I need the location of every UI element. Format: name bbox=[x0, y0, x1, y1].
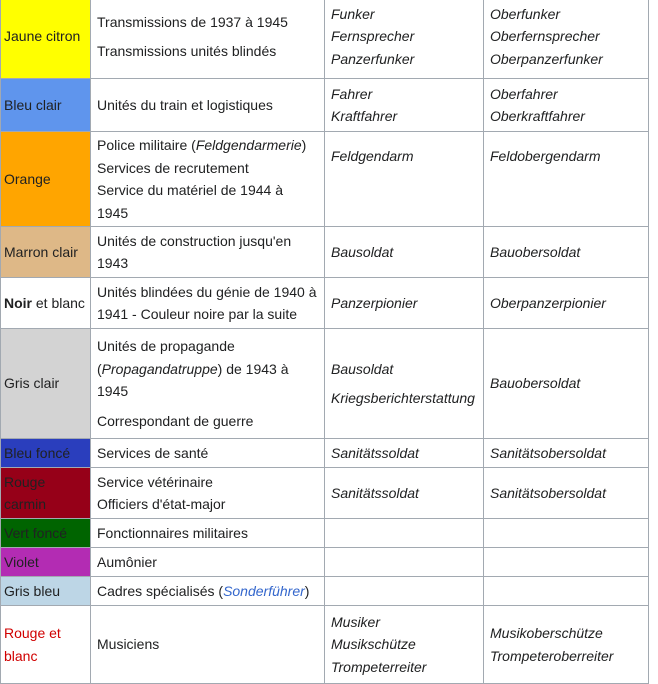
unit-text: Police militaire (Feldgendarmerie) bbox=[97, 137, 307, 153]
senior-rank-cell bbox=[484, 227, 649, 278]
unit-italic-term: Feldgendarmerie bbox=[195, 137, 302, 153]
color-label: et blanc bbox=[32, 294, 85, 311]
color-label: Rouge et blanc bbox=[4, 625, 61, 664]
color-cell-orange bbox=[1, 132, 91, 227]
table-row bbox=[1, 0, 649, 79]
senior-rank-cell bbox=[484, 468, 649, 519]
rank-text: Musikschütze bbox=[331, 636, 416, 653]
units-cell bbox=[91, 0, 325, 79]
unit-text: Unités de propagande (Propagandatruppe) de 1943 à 1945 bbox=[97, 338, 289, 399]
table-row bbox=[1, 79, 649, 132]
rank-text: Bausoldat bbox=[331, 243, 394, 260]
color-label: Bleu clair bbox=[4, 96, 62, 113]
rank-cell bbox=[325, 79, 484, 132]
units-cell bbox=[91, 606, 325, 684]
rank-text: Fahrer bbox=[331, 85, 373, 102]
rank-text: Panzerfunker bbox=[331, 50, 415, 67]
senior-rank-cell bbox=[484, 606, 649, 684]
color-cell-rouge-carmin bbox=[1, 468, 91, 519]
rank-text: Fernsprecher bbox=[331, 28, 415, 45]
unit-text: Services de santé bbox=[97, 444, 209, 461]
unit-text: Services de recrutement bbox=[97, 159, 249, 176]
rank-cell bbox=[325, 0, 484, 79]
unit-text: Cadres spécialisés (Sonderführer) bbox=[97, 582, 310, 599]
table-row bbox=[1, 439, 649, 468]
unit-text: Aumônier bbox=[97, 553, 157, 570]
rank-cell bbox=[325, 548, 484, 577]
units-cell bbox=[91, 548, 325, 577]
rank-cell bbox=[325, 439, 484, 468]
rank-cell bbox=[325, 132, 484, 227]
color-label: Violet bbox=[4, 553, 39, 570]
rank-cell bbox=[325, 606, 484, 684]
color-cell-violet bbox=[1, 548, 91, 577]
unit-text: Service vétérinaire bbox=[97, 473, 213, 490]
table-row bbox=[1, 519, 649, 548]
senior-rank-text: Oberpanzerfunker bbox=[490, 50, 603, 67]
color-cell-bleu-fonce bbox=[1, 439, 91, 468]
rank-cell bbox=[325, 329, 484, 439]
color-label: Bleu foncé bbox=[4, 444, 71, 461]
rank-text: Bausoldat bbox=[331, 360, 394, 377]
senior-rank-text: Sanitätsobersoldat bbox=[490, 484, 606, 501]
color-label-bold: Noir bbox=[4, 294, 32, 311]
unit-text: Officiers d'état-major bbox=[97, 496, 226, 512]
color-cell-bleu-clair bbox=[1, 79, 91, 132]
color-label: Vert foncé bbox=[4, 524, 68, 541]
senior-rank-text: Trompeteroberreiter bbox=[490, 647, 614, 664]
rank-cell bbox=[325, 577, 484, 606]
senior-rank-text: Oberkraftfahrer bbox=[490, 108, 585, 124]
rank-text: Trompeterreiter bbox=[331, 658, 427, 675]
table-row bbox=[1, 548, 649, 577]
senior-rank-cell bbox=[484, 79, 649, 132]
rank-cell bbox=[325, 278, 484, 329]
unit-text: Unités de construction jusqu'en 1943 bbox=[97, 232, 292, 271]
rank-text: Kriegsberichterstattung bbox=[331, 390, 475, 406]
senior-rank-text: Oberfernsprecher bbox=[490, 28, 600, 45]
units-cell bbox=[91, 278, 325, 329]
rank-text: Panzerpionier bbox=[331, 294, 418, 311]
senior-rank-text: Feldobergendarm bbox=[490, 148, 601, 164]
senior-rank-text: Oberfunker bbox=[490, 5, 561, 22]
unit-text: Musiciens bbox=[97, 636, 160, 653]
senior-rank-cell bbox=[484, 548, 649, 577]
senior-rank-cell bbox=[484, 0, 649, 79]
rank-text: Funker bbox=[331, 5, 375, 22]
rank-cell bbox=[325, 519, 484, 548]
unit-text: Unités blindées du génie de 1940 à 1941 - Couleur noire par la suite bbox=[97, 283, 317, 322]
sonderfuhrer-link[interactable]: Sonderführer bbox=[223, 582, 305, 599]
unit-text: Correspondant de guerre bbox=[97, 412, 254, 429]
color-cell-vert-fonce bbox=[1, 519, 91, 548]
senior-rank-cell bbox=[484, 439, 649, 468]
rank-text: Musiker bbox=[331, 613, 381, 630]
color-label: Marron clair bbox=[4, 243, 78, 260]
color-label: Gris bleu bbox=[4, 582, 61, 599]
senior-rank-cell bbox=[484, 132, 649, 227]
color-label: Rouge carmin bbox=[4, 473, 47, 512]
rank-cell bbox=[325, 227, 484, 278]
unit-text: Transmissions unités blindés bbox=[97, 43, 277, 59]
table-row bbox=[1, 227, 649, 278]
unit-text: Fonctionnaires militaires bbox=[97, 524, 248, 541]
units-cell bbox=[91, 132, 325, 227]
units-cell bbox=[91, 79, 325, 132]
units-cell bbox=[91, 227, 325, 278]
senior-rank-text: Bauobersoldat bbox=[490, 243, 581, 260]
rank-text: Sanitätssoldat bbox=[331, 444, 419, 461]
units-cell bbox=[91, 577, 325, 606]
senior-rank-text: Musikoberschütze bbox=[490, 625, 603, 641]
color-cell-rouge-et-blanc bbox=[1, 606, 91, 684]
senior-rank-cell bbox=[484, 577, 649, 606]
rank-text: Feldgendarm bbox=[331, 148, 414, 164]
color-cell-noir-et-blanc bbox=[1, 278, 91, 329]
color-label: Gris clair bbox=[4, 375, 60, 392]
color-label: Orange bbox=[4, 170, 51, 187]
color-cell-gris-clair bbox=[1, 329, 91, 439]
senior-rank-text: Oberpanzerpionier bbox=[490, 294, 606, 311]
table-row bbox=[1, 278, 649, 329]
unit-text: Service du matériel de 1944 à 1945 bbox=[97, 182, 283, 221]
units-cell bbox=[91, 329, 325, 439]
unit-text: Unités du train et logistiques bbox=[97, 96, 273, 113]
color-cell-gris-bleu bbox=[1, 577, 91, 606]
rank-cell bbox=[325, 468, 484, 519]
senior-rank-cell bbox=[484, 329, 649, 439]
table-row bbox=[1, 132, 649, 227]
senior-rank-cell bbox=[484, 519, 649, 548]
senior-rank-text: Sanitätsobersoldat bbox=[490, 444, 606, 461]
unit-italic-term: Propagandatruppe bbox=[101, 360, 218, 377]
units-cell bbox=[91, 439, 325, 468]
rank-text: Sanitätssoldat bbox=[331, 484, 419, 501]
senior-rank-text: Oberfahrer bbox=[490, 85, 558, 102]
unit-text: Transmissions de 1937 à 1945 bbox=[97, 13, 288, 30]
color-cell-marron-clair bbox=[1, 227, 91, 278]
color-cell-jaune-citron bbox=[1, 0, 91, 79]
table-row bbox=[1, 606, 649, 684]
table-row bbox=[1, 468, 649, 519]
table-row bbox=[1, 329, 649, 439]
table-row bbox=[1, 577, 649, 606]
senior-rank-text: Bauobersoldat bbox=[490, 375, 581, 392]
units-cell bbox=[91, 468, 325, 519]
color-label: Jaune citron bbox=[4, 28, 81, 45]
rank-text: Kraftfahrer bbox=[331, 108, 398, 124]
units-cell bbox=[91, 519, 325, 548]
senior-rank-cell bbox=[484, 278, 649, 329]
